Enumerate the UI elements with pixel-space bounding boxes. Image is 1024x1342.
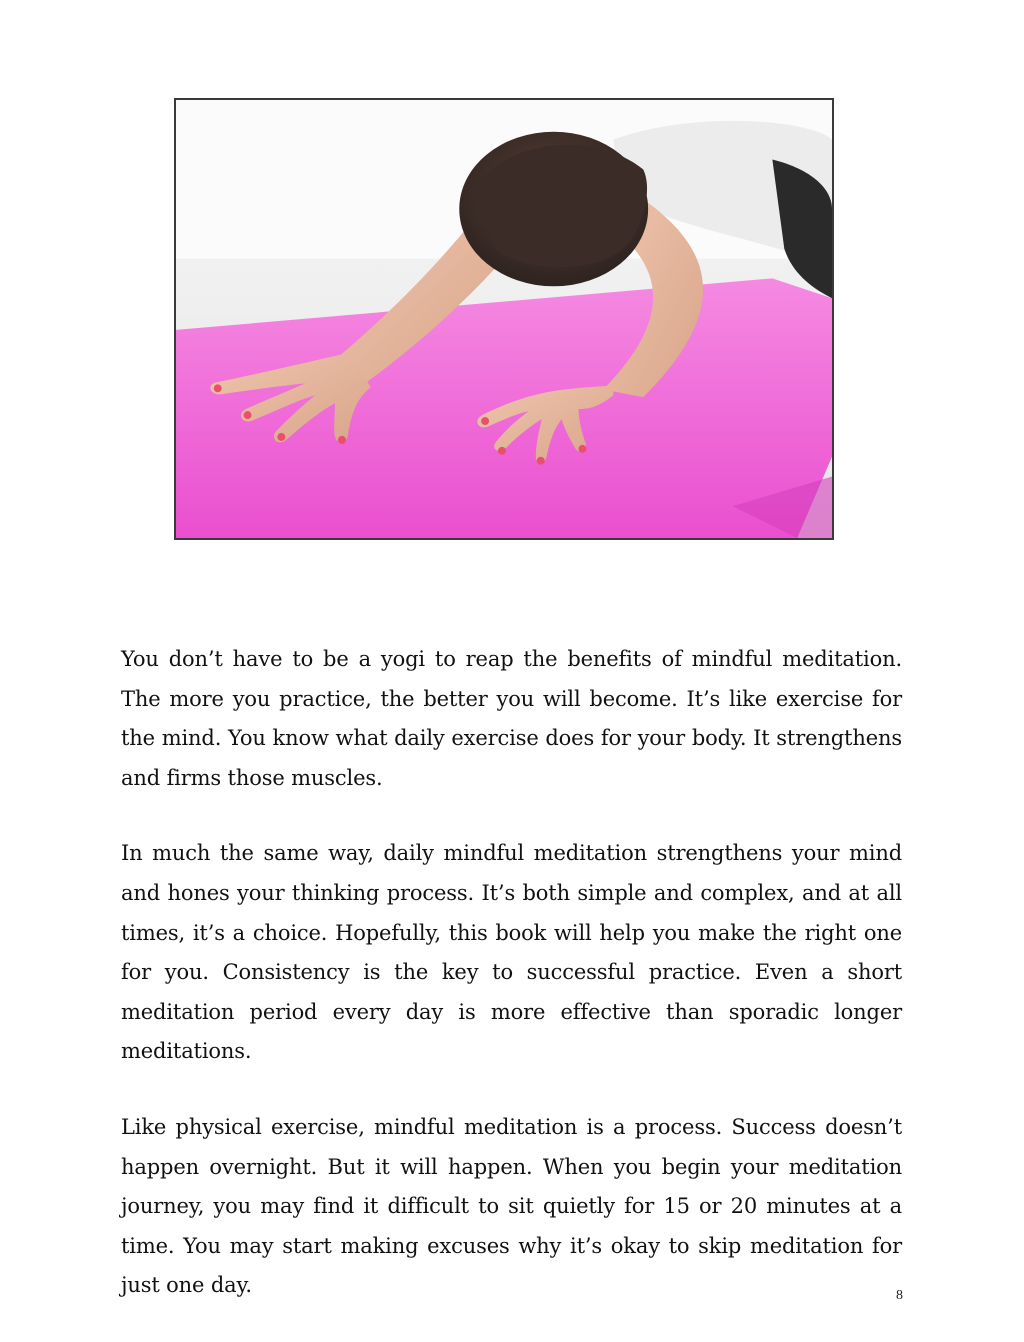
yoga-photo [174, 98, 834, 540]
paragraph-3: Like physical exercise, mindful meditation is a process. Success doesn’t happen overnight. But it will happen. When you begin your meditation journey, you may find it difficult to sit quietly for 15 or 20 minutes at a time. You may start making excuses why it’s okay to skip meditation for just one day. [121, 1114, 902, 1298]
page-number: 8 [896, 1288, 903, 1303]
body-text [121, 640, 902, 1342]
yoga-child-pose-icon [176, 100, 832, 538]
paragraph-1: You don’t have to be a yogi to reap the benefits of mindful meditation. The more you practice, the better you will become. It’s like exercise for the mind. You know what daily exercise does for your body. It strengthens and firms those muscles. [121, 647, 902, 790]
paragraph-2: In much the same way, daily mindful meditation strengthens your mind and hones your thinking process. It’s both simple and complex, and at all times, it’s a choice. Hopefully, this book will help you make the right one for you. Consistency is the key to successful practice. Even a short meditation period every day is more effective than sporadic longer meditations. [121, 841, 902, 1064]
